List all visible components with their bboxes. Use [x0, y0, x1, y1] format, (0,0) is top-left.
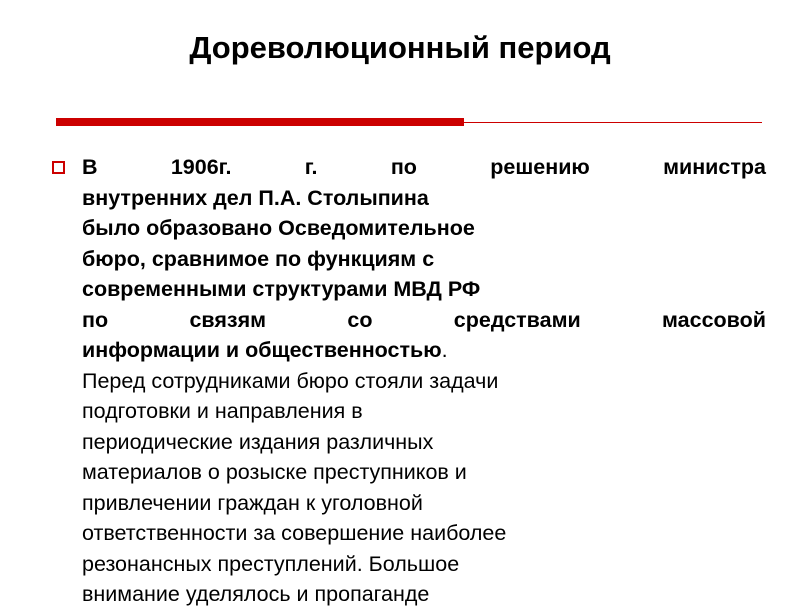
bullet-normal-line-3: периодические издания различных	[82, 429, 434, 454]
bullet-bold-line-5: современными структурами МВД РФ	[82, 277, 481, 301]
bullet-bold-line-7: информации и общественностью.	[82, 338, 448, 362]
bullet-bold-line-3: было образовано Осведомительное	[82, 216, 475, 240]
divider-thick-bar	[56, 118, 464, 126]
bullet-normal-line-2: подготовки и направления в	[82, 399, 363, 423]
bullet-normal-line-7: резонансных преступлений. Большое	[82, 551, 460, 576]
list-item	[52, 152, 766, 610]
bullet-paragraph	[82, 152, 766, 610]
content-body	[52, 152, 766, 610]
bullet-normal-line-1: Перед сотрудниками бюро стояли задачи	[82, 368, 499, 393]
bullet-normal-line-5: привлечении граждан к уголовной	[82, 490, 423, 515]
bullet-bold-line-2: внутренних дел П.А. Столыпина	[82, 185, 429, 210]
bullet-bold-line-6: по связям со средствами массовой	[82, 307, 766, 332]
square-outline-bullet-icon	[52, 161, 65, 174]
bullet-normal-line-8: внимание уделялось и пропаганде	[82, 582, 430, 606]
page-title: Дореволюционный период	[189, 30, 611, 65]
bullet-bold-line-4: бюро, сравнимое по функциям с	[82, 246, 435, 271]
bullet-normal-line-6: ответственности за совершение наиболее	[82, 521, 507, 545]
title-divider	[56, 118, 762, 128]
bullet-bold-line-1: В 1906г. г. по решению министра	[82, 155, 766, 179]
bullet-normal-line-4: материалов о розыске преступников и	[82, 460, 467, 484]
divider-thin-line	[464, 122, 762, 123]
